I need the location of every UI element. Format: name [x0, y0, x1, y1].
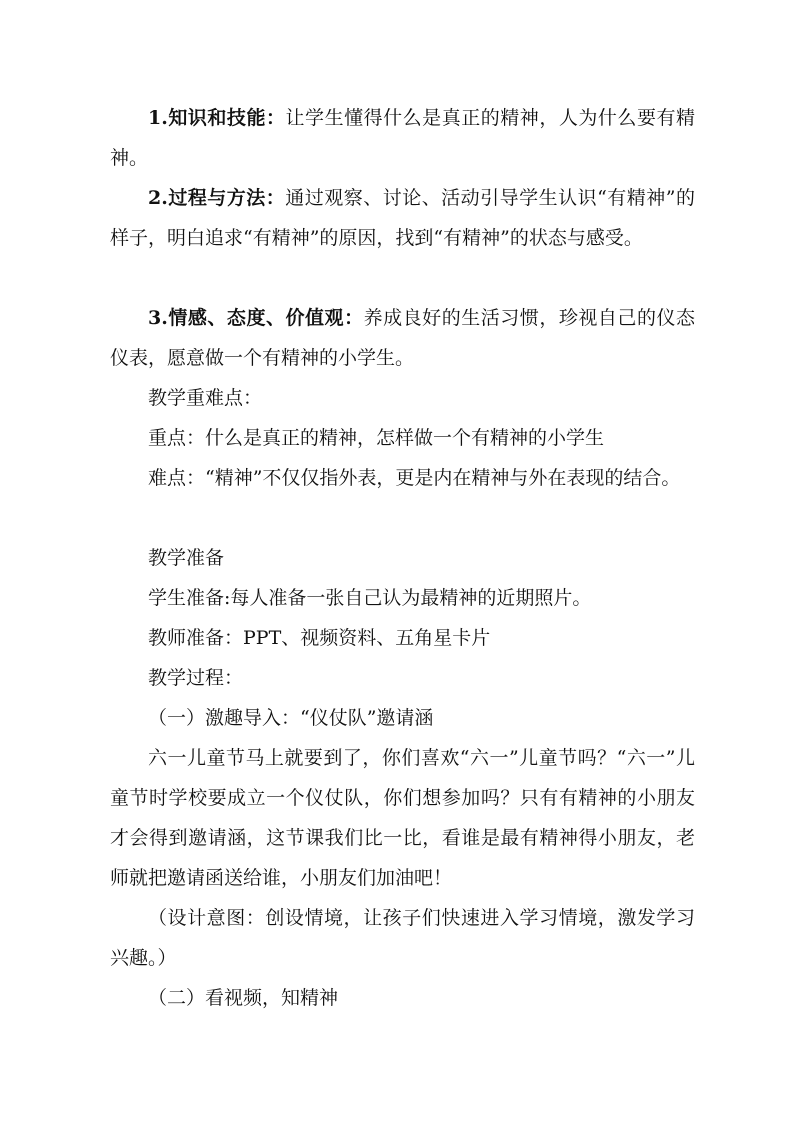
objective-label: 3.情感、态度、价值观：: [148, 307, 364, 329]
preparation-heading: 教学准备: [148, 547, 225, 569]
objective-text: 通过观察、讨论、活动引导学生认识“有精神”的样子，明白追求“有精神”的原因，找到“有精神”的状态与感受。: [110, 187, 695, 249]
section-body: 六一儿童节马上就要到了，你们喜欢“六一”儿童节吗？“六一”儿童节时学校要成立一个仪仗队，你们想参加吗？只有有精神的小朋友才会得到邀请涵，这节课我们比一比，看谁是最有精神得小朋友，老师就把邀请函送给谁，小朋友们加油吧！: [110, 747, 695, 889]
section-title: （二）看视频，知精神: [148, 987, 339, 1009]
objective-values: [110, 298, 695, 378]
process-heading: 教学过程：: [148, 667, 244, 689]
key-point-focus: 重点：什么是真正的精神，怎样做一个有精神的小学生: [148, 427, 605, 449]
objective-text: 养成良好的生活习惯，珍视自己的仪态仪表，愿意做一个有精神的小学生。: [110, 307, 695, 369]
design-intent-note: （设计意图：创设情境，让孩子们快速进入学习情境，激发学习兴趣。）: [110, 907, 695, 969]
objective-label: 2.过程与方法：: [148, 187, 286, 209]
objective-process: [110, 178, 695, 258]
objective-knowledge: [110, 98, 695, 178]
section-title: （一）激趣导入：“仪仗队”邀请涵: [148, 707, 434, 729]
preparation-students: 学生准备:每人准备一张自己认为最精神的近期照片。: [148, 587, 592, 609]
key-points-heading: 教学重难点：: [148, 387, 263, 409]
objective-text: 让学生懂得什么是真正的精神，人为什么要有精神。: [110, 107, 695, 169]
objective-label: 1.知识和技能：: [148, 107, 286, 129]
preparation-teacher: 教师准备：PPT、视频资料、五角星卡片: [148, 627, 491, 649]
key-point-difficulty: 难点：“精神”不仅仅指外表，更是内在精神与外在表现的结合。: [148, 467, 681, 489]
